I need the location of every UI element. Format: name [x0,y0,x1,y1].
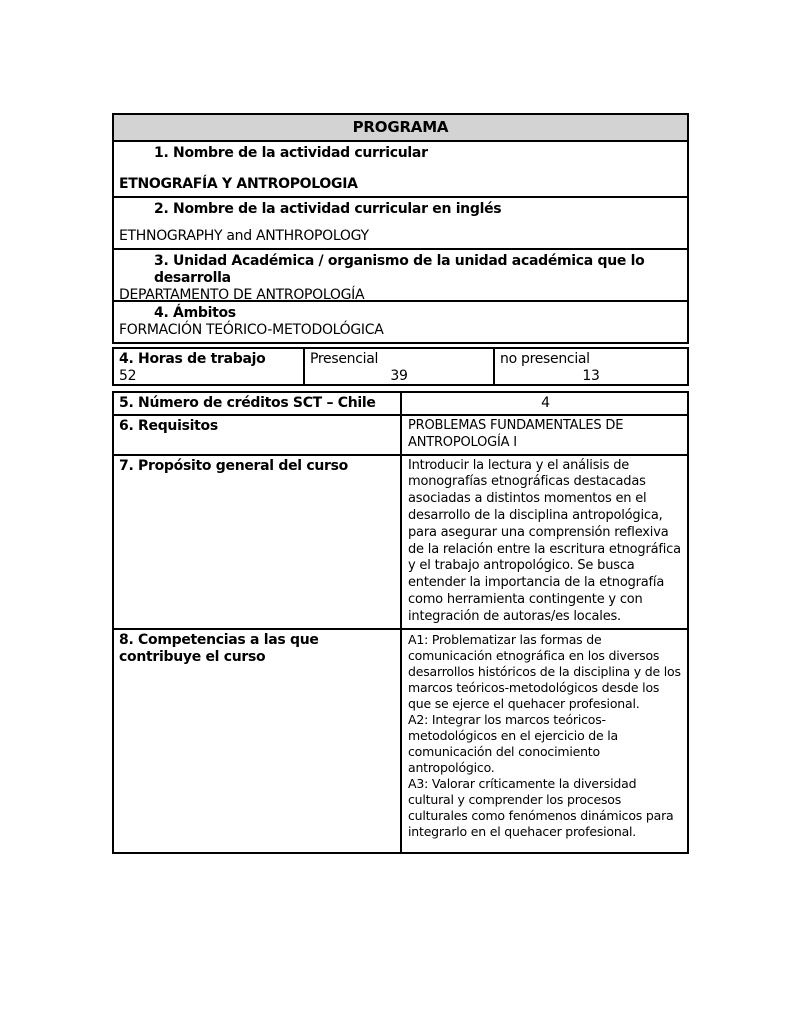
row-nombre-ingles [114,198,687,250]
detail-table [112,391,689,854]
competencia-a3: A3: Valorar críticamente la diversidad cultural y comprender los procesos culturales como fenómenos dinámicos para integrarlo en el quehacer profesional. [408,775,674,839]
field-label-requisitos: 6. Requisitos [114,416,402,454]
hours-presencial-cell [305,349,495,384]
field-label-ambitos: 4. Ámbitos [154,305,236,321]
row-ambitos [114,302,687,342]
hours-label: 4. Horas de trabajo [119,351,266,367]
field-label-proposito: 7. Propósito general del curso [114,456,402,628]
presencial-label: Presencial [310,351,379,367]
field-label-competencias: 8. Competencias a las que contribuye el curso [114,630,402,852]
competencia-a2: A2: Integrar los marcos teóricos-metodológicos en el ejercicio de la comunicación del conocimiento antropológico. [408,711,619,775]
field-value-ambitos: FORMACIÓN TEÓRICO-METODOLÓGICA [119,322,384,338]
field-label-nombre-ingles: 2. Nombre de la actividad curricular en inglés [154,201,502,217]
row-requisitos [114,416,687,456]
field-value-nombre: ETNOGRAFÍA Y ANTROPOLOGIA [119,176,358,192]
field-value-unidad: DEPARTAMENTO DE ANTROPOLOGÍA [119,287,365,303]
field-value-creditos: 4 [541,395,550,411]
row-competencias [114,630,687,852]
field-label-unidad: 3. Unidad Académica / organismo de la unidad académica que lo desarrolla [154,253,645,286]
field-label-nombre: 1. Nombre de la actividad curricular [154,145,428,161]
field-value-competencias [402,630,687,852]
row-unidad-academica [114,250,687,302]
row-nombre-actividad [114,142,687,198]
row-proposito [114,456,687,630]
hours-total-value: 52 [119,368,137,384]
hours-table [112,347,689,386]
field-label-creditos: 5. Número de créditos SCT – Chile [114,393,402,414]
table-title: PROGRAMA [114,115,687,142]
competencia-a1: A1: Problematizar las formas de comunicación etnográfica en los diversos desarrollos históricos de la disciplina y de los marcos teóricos-metodológicos desde los que se ejerce el quehacer profesional. [408,631,681,711]
row-creditos [114,393,687,416]
program-header-table [112,113,689,344]
field-value-requisitos: PROBLEMAS FUNDAMENTALES DE ANTROPOLOGÍA I [408,418,624,450]
no-presencial-value: 13 [582,368,600,384]
field-value-nombre-ingles: ETHNOGRAPHY and ANTHROPOLOGY [119,228,369,244]
hours-no-presencial-cell [495,349,687,384]
no-presencial-label: no presencial [500,351,590,367]
hours-total-cell [114,349,305,384]
field-value-proposito: Introducir la lectura y el análisis de monografías etnográficas destacadas asociadas a distintos momentos en el desarrollo de la disciplina antropológica, para asegurar una comprensión reflexiva de la relación entre la escritura etnográfica y el trabajo antropológico. Se busca entender la importancia de la etnografía como herramienta contingente y con integración de autoras/es locales. [408,457,681,624]
presencial-value: 39 [390,368,408,384]
